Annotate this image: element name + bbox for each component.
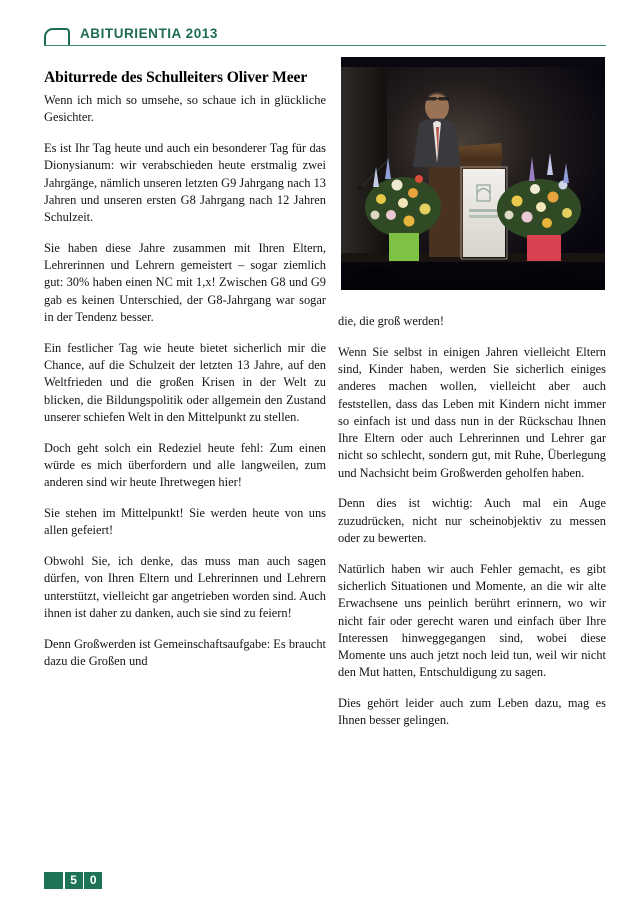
- paragraph: Wenn ich mich so umsehe, so schaue ich in glückliche Gesichter.: [44, 93, 326, 125]
- paragraph: Sie haben diese Jahre zusammen mit Ihren Eltern, Lehrerinnen und Lehrern gemeistert – sogar ziemlich gut: 30% haben einen NC mit 1,x! Zwischen G8 und G9 gab es keinen Unterschied, der G8-Jahrgang war sogar in der Tendenz besser.: [44, 240, 326, 324]
- speaker-at-lectern-photo: [341, 57, 605, 290]
- photo-artwork: [341, 57, 605, 290]
- paragraph: Sie stehen im Mittelpunkt! Sie werden heute von uns allen gefeiert!: [44, 505, 326, 538]
- article-body-right-column: [338, 313, 606, 730]
- paragraph: Natürlich haben wir auch Fehler gemacht, es gibt sicherlich Situationen und Momente, an die wir alte Erwachsene uns peinlich berührt erinnern, wo wir nicht fair oder gerecht waren und einfach über Ihre Interessen hinweggegangen sind, wobei diese Momente uns auch jetzt noch leid tun, weil wir nicht den Mut hatten, Entschuldigung zu sagen.: [338, 561, 606, 680]
- header-divider-rule: [44, 45, 606, 46]
- folio-digit: 5: [65, 872, 83, 889]
- page-number-folio: [44, 872, 102, 889]
- paragraph: Wenn Sie selbst in einigen Jahren vielleicht Eltern sind, Kinder haben, werden Sie sicherlich einiges anderes machen wollen, vielleicht aber auch feststellen, dass das Leben mit Kindern nicht immer so einfach ist und dass nun in der Rückschau Ihnen Ihre Eltern oder auch Lehrerinnen und Lehrer gar nicht so schlecht, sondern gut, mit Ruhe, Überlegung und Nachsicht beim Großwerden geholfen haben.: [338, 344, 606, 480]
- article-headline: Abiturrede des Schulleiters Oliver Meer: [44, 69, 308, 87]
- paragraph: Es ist Ihr Tag heute und auch ein besonderer Tag für das Dionysianum: wir verabschieden heute erstmalig zwei Jahrgänge, nämlich unseren letzten G9 Jahrgang nach 13 Jahren und unseren ersten G8 Jahrgang nach 12 Jahren Schulzeit.: [44, 141, 326, 225]
- paragraph: Denn Großwerden ist Gemeinschaftsaufgabe: Es braucht dazu die Großen und: [44, 636, 326, 668]
- paragraph: Dies gehört leider auch zum Leben dazu, mag es Ihnen besser gelingen.: [338, 696, 606, 728]
- running-header-title: ABITURIENTIA 2013: [80, 26, 218, 41]
- paragraph: die, die groß werden!: [338, 314, 444, 328]
- page-header: [44, 26, 606, 52]
- folio-digit: 0: [84, 872, 102, 889]
- paragraph: Doch geht solch ein Redeziel heute fehl: Zum einen würde es mich überfordern und alle langweilen, zum anderen sind wir heute Ihretwegen hier!: [44, 440, 326, 490]
- paragraph: Ein festlicher Tag wie heute bietet sicherlich mir die Chance, auf die Schulzeit der letzten 13 Jahre, auf den Weltfrieden und die großen Krisen in der Welt zu blicken, die Bildungspolitik oder allgemein den Zustand unserer schiefen Welt in den Mittelpunkt zu stellen.: [44, 340, 326, 424]
- folio-accent-block: [44, 872, 63, 889]
- paragraph: Obwohl Sie, ich denke, das muss man auch sagen dürfen, von Ihren Eltern und Lehrerinnen und Lehrern unterstützt, vielleicht gar angetrieben worden sind. Auch ihnen ist daher zu danken, auch sie sind zu feiern!: [44, 554, 326, 620]
- paragraph: Denn dies ist wichtig: Auch mal ein Auge zuzudrücken, nicht nur scheinobjektiv zu messen oder zu bewerten.: [338, 496, 606, 545]
- article-body-left-column: [44, 92, 326, 670]
- rounded-bracket-icon: [44, 28, 70, 45]
